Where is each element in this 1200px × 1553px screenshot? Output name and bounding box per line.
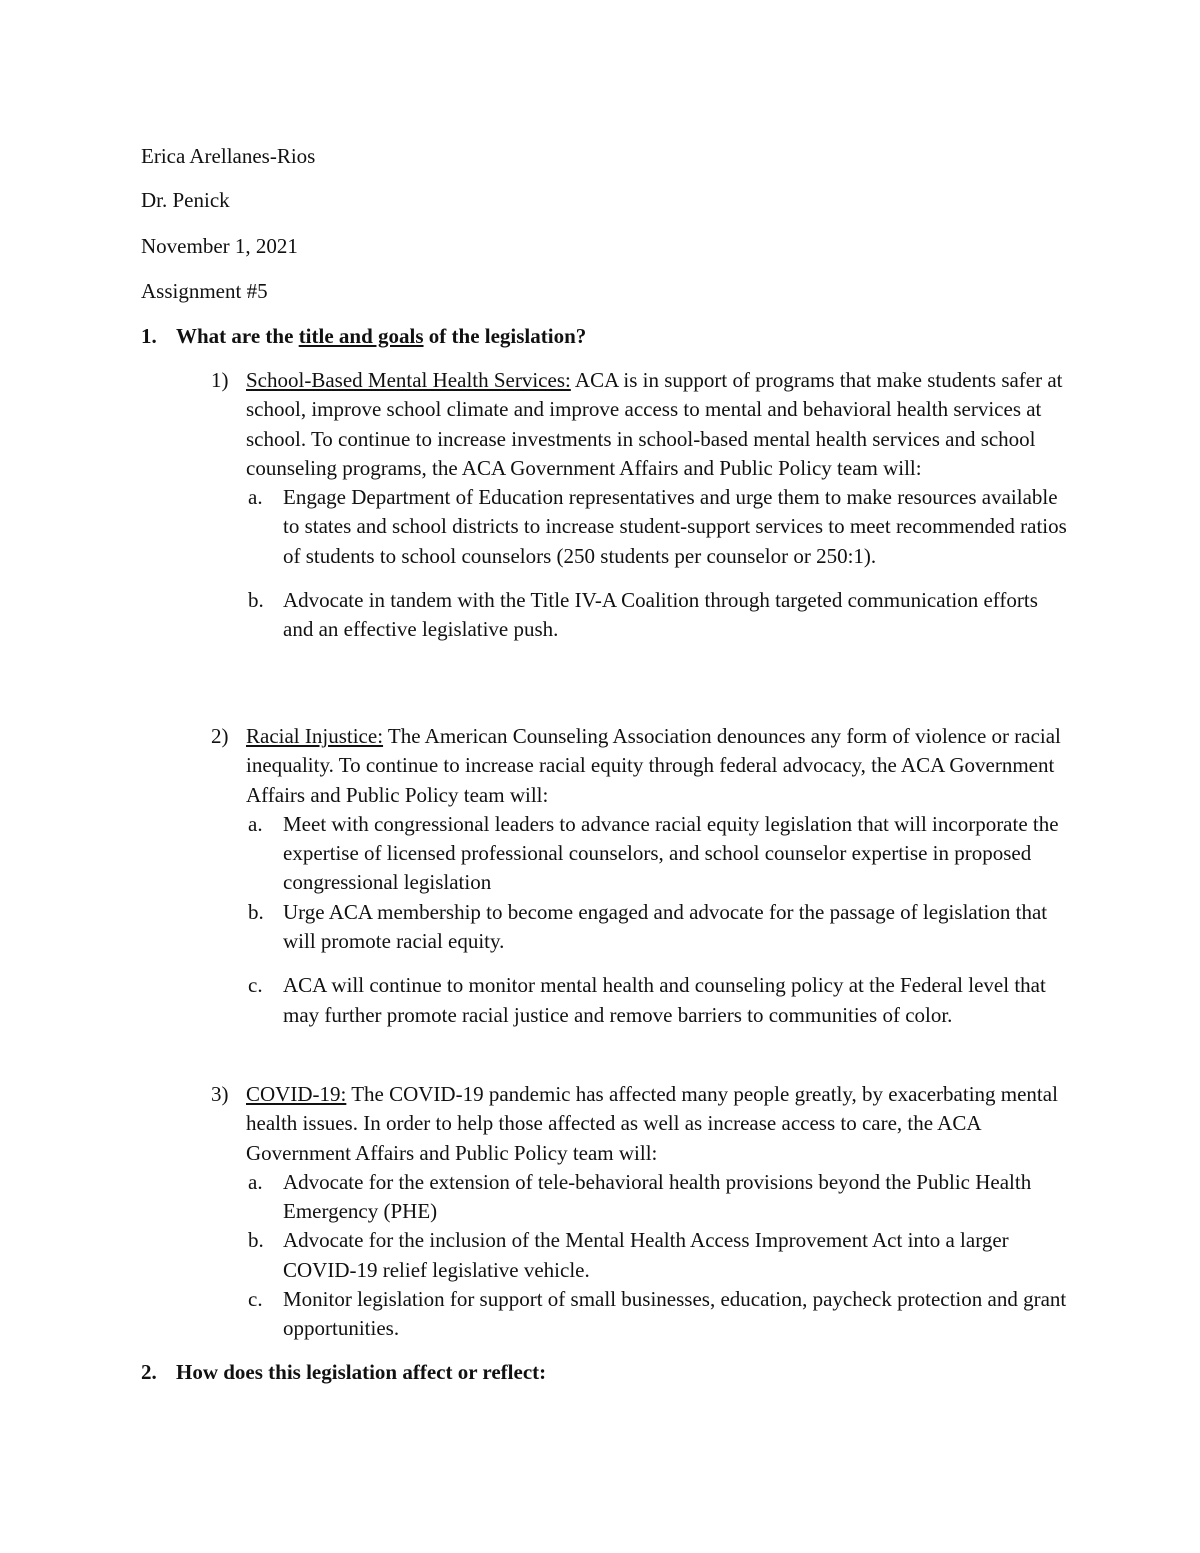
goal-item-school-mental-health <box>211 366 1071 645</box>
question-2-heading <box>141 1358 546 1387</box>
question-1-heading <box>141 322 586 351</box>
item-text: The American Counseling Association denounces any form of violence or racial inequality. To continue to increase racial equity through federal advocacy, the ACA Government Affairs and Public Policy team will: <box>246 724 1061 807</box>
item-title: COVID-19: <box>246 1082 347 1106</box>
sub-item <box>248 810 1071 898</box>
sub-item-marker: b. <box>248 1228 264 1253</box>
question-2-number: 2. <box>141 1360 157 1384</box>
sub-item-text: Advocate for the inclusion of the Mental Health Access Improvement Act into a larger COVID-19 relief legislative vehicle. <box>283 1228 1009 1282</box>
sub-item <box>248 1168 1071 1227</box>
question-1-text-pre: What are the <box>176 324 299 348</box>
item-marker: 1) <box>211 368 229 392</box>
question-1-underlined: title and goals <box>298 324 424 348</box>
sub-item <box>248 586 1071 645</box>
sub-item-text: ACA will continue to monitor mental health and counseling policy at the Federal level that may further promote racial justice and remove barriers to communities of color. <box>283 973 1046 1027</box>
sub-item-marker: c. <box>248 1287 263 1312</box>
sub-item-marker: a. <box>248 811 263 836</box>
sub-item <box>248 1226 1071 1285</box>
sub-item <box>248 1285 1071 1344</box>
sub-item <box>248 971 1071 1030</box>
sub-item <box>248 898 1071 957</box>
item-text: ACA is in support of programs that make students safer at school, improve school climate and improve access to mental and behavioral health services at school. To continue to increase investments in school-based mental health services and school counseling programs, the ACA Government Affairs and Public Policy team will: <box>246 368 1063 480</box>
sub-item <box>248 483 1071 571</box>
item-marker: 2) <box>211 724 229 748</box>
sub-item-text: Monitor legislation for support of small businesses, education, paycheck protection and grant opportunities. <box>283 1287 1067 1341</box>
sub-item-text: Engage Department of Education representatives and urge them to make resources available to states and school districts to increase student-support services to meet recommended ratios of students to school counselors (250 students per counselor or 250:1). <box>283 485 1067 568</box>
question-2-text: How does this legislation affect or reflect: <box>176 1360 547 1384</box>
author-name: Erica Arellanes-Rios <box>141 144 316 168</box>
sub-item-text: Urge ACA membership to become engaged and advocate for the passage of legislation that will promote racial equity. <box>283 899 1048 954</box>
item-body <box>246 1080 1071 1168</box>
item-text: The COVID-19 pandemic has affected many people greatly, by exacerbating mental health issues. In order to help those affected as well as increase access to care, the ACA Government Affairs and Public Policy team will: <box>246 1082 1058 1165</box>
instructor-name: Dr. Penick <box>141 188 230 212</box>
item-body <box>246 366 1071 483</box>
sub-item-marker: b. <box>248 899 264 924</box>
item-marker: 3) <box>211 1082 229 1106</box>
item-title: Racial Injustice: <box>246 724 384 748</box>
sub-item-text: Advocate in tandem with the Title IV-A Coalition through targeted communication efforts and an effective legislative push. <box>283 588 1038 642</box>
sub-item-text: Meet with congressional leaders to advance racial equity legislation that will incorporate the expertise of licensed professional counselors, and school counselor expertise in proposed congressional legislation <box>283 811 1059 895</box>
item-title: School-Based Mental Health Services: <box>246 368 571 392</box>
question-1-text-post: of the legislation? <box>423 324 587 348</box>
goal-item-racial-injustice <box>211 722 1071 1030</box>
assignment-title: Assignment #5 <box>141 279 268 303</box>
goal-item-covid-19 <box>211 1080 1071 1344</box>
sub-item-marker: b. <box>248 588 264 613</box>
sub-item-marker: c. <box>248 973 263 998</box>
sub-item-text: Advocate for the extension of tele-behavioral health provisions beyond the Public Health Emergency (PHE) <box>283 1169 1032 1224</box>
date-line: November 1, 2021 <box>141 234 298 258</box>
sub-item-marker: a. <box>248 1169 263 1194</box>
sub-item-marker: a. <box>248 485 263 510</box>
item-body <box>246 722 1071 810</box>
question-1-number: 1. <box>141 324 157 348</box>
